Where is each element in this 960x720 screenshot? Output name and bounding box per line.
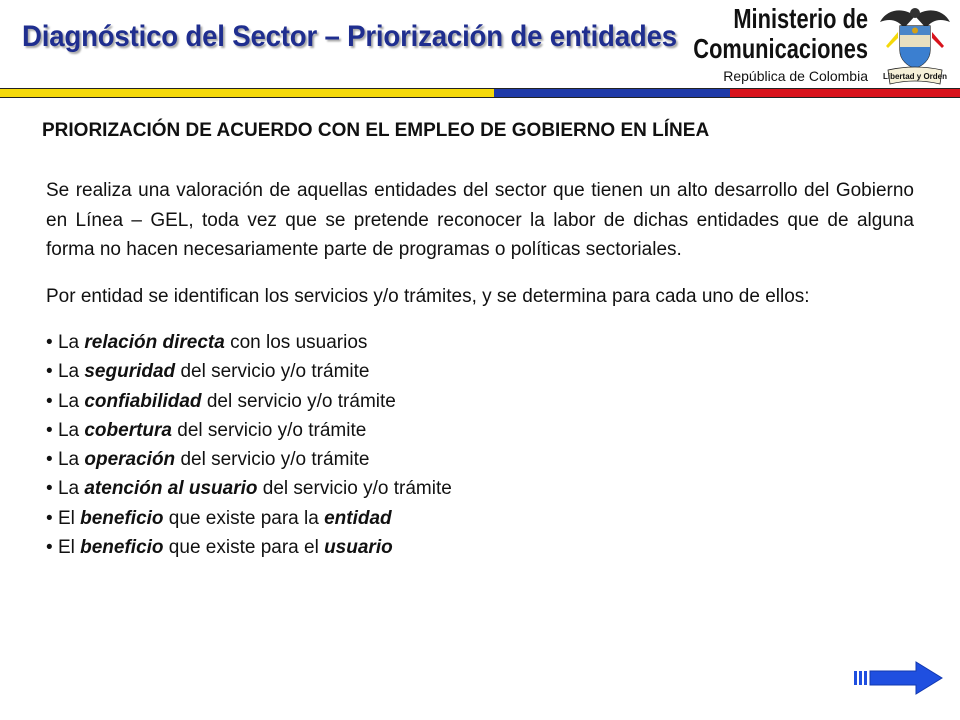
crest-motto: Libertad y Orden [882,72,948,81]
flag-stripe-red [730,89,960,97]
list-item: • El beneficio que existe para la entidad [46,507,392,529]
ministry-country: República de Colombia [723,68,868,84]
ministry-name-line2: Comunicaciones [693,33,868,64]
intro-paragraph: Se realiza una valoración de aquellas entidades del sector que tienen un alto desarrollo del Gobierno en Línea – GEL, toda vez que se pretende reconocer la labor de dichas entidades que de alguna forma no hacen necesariamente parte de programas o políticas sectoriales. [46,180,914,260]
arrow-right-icon [852,660,946,696]
list-item: • La atención al usuario del servicio y/o trámite [46,478,452,500]
list-item: • La seguridad del servicio y/o trámite [46,361,370,383]
list-item: • La cobertura del servicio y/o trámite [46,419,367,441]
next-slide-button[interactable] [852,660,946,696]
list-item: • El beneficio que existe para el usuario [46,537,393,559]
flag-color-bar [0,88,960,98]
list-item: • La relación directa con los usuarios [46,332,368,353]
criteria-list [46,328,914,562]
ministry-name-line1: Ministerio de [733,3,868,34]
list-item: • La operación del servicio y/o trámite [46,449,370,471]
coat-of-arms-icon [878,2,952,88]
ministry-block [644,4,868,85]
slide-title: Diagnóstico del Sector – Priorización de entidades [22,20,677,53]
list-item: • La confiabilidad del servicio y/o trámite [46,390,396,412]
flag-stripe-yellow [0,89,494,97]
slide-body [46,176,914,562]
section-heading: PRIORIZACIÓN DE ACUERDO CON EL EMPLEO DE GOBIERNO EN LÍNEA [42,120,710,141]
flag-stripe-blue [494,89,729,97]
criteria-paragraph: Por entidad se identifican los servicios y/o trámites, y se determina para cada uno de ellos: [46,285,810,307]
